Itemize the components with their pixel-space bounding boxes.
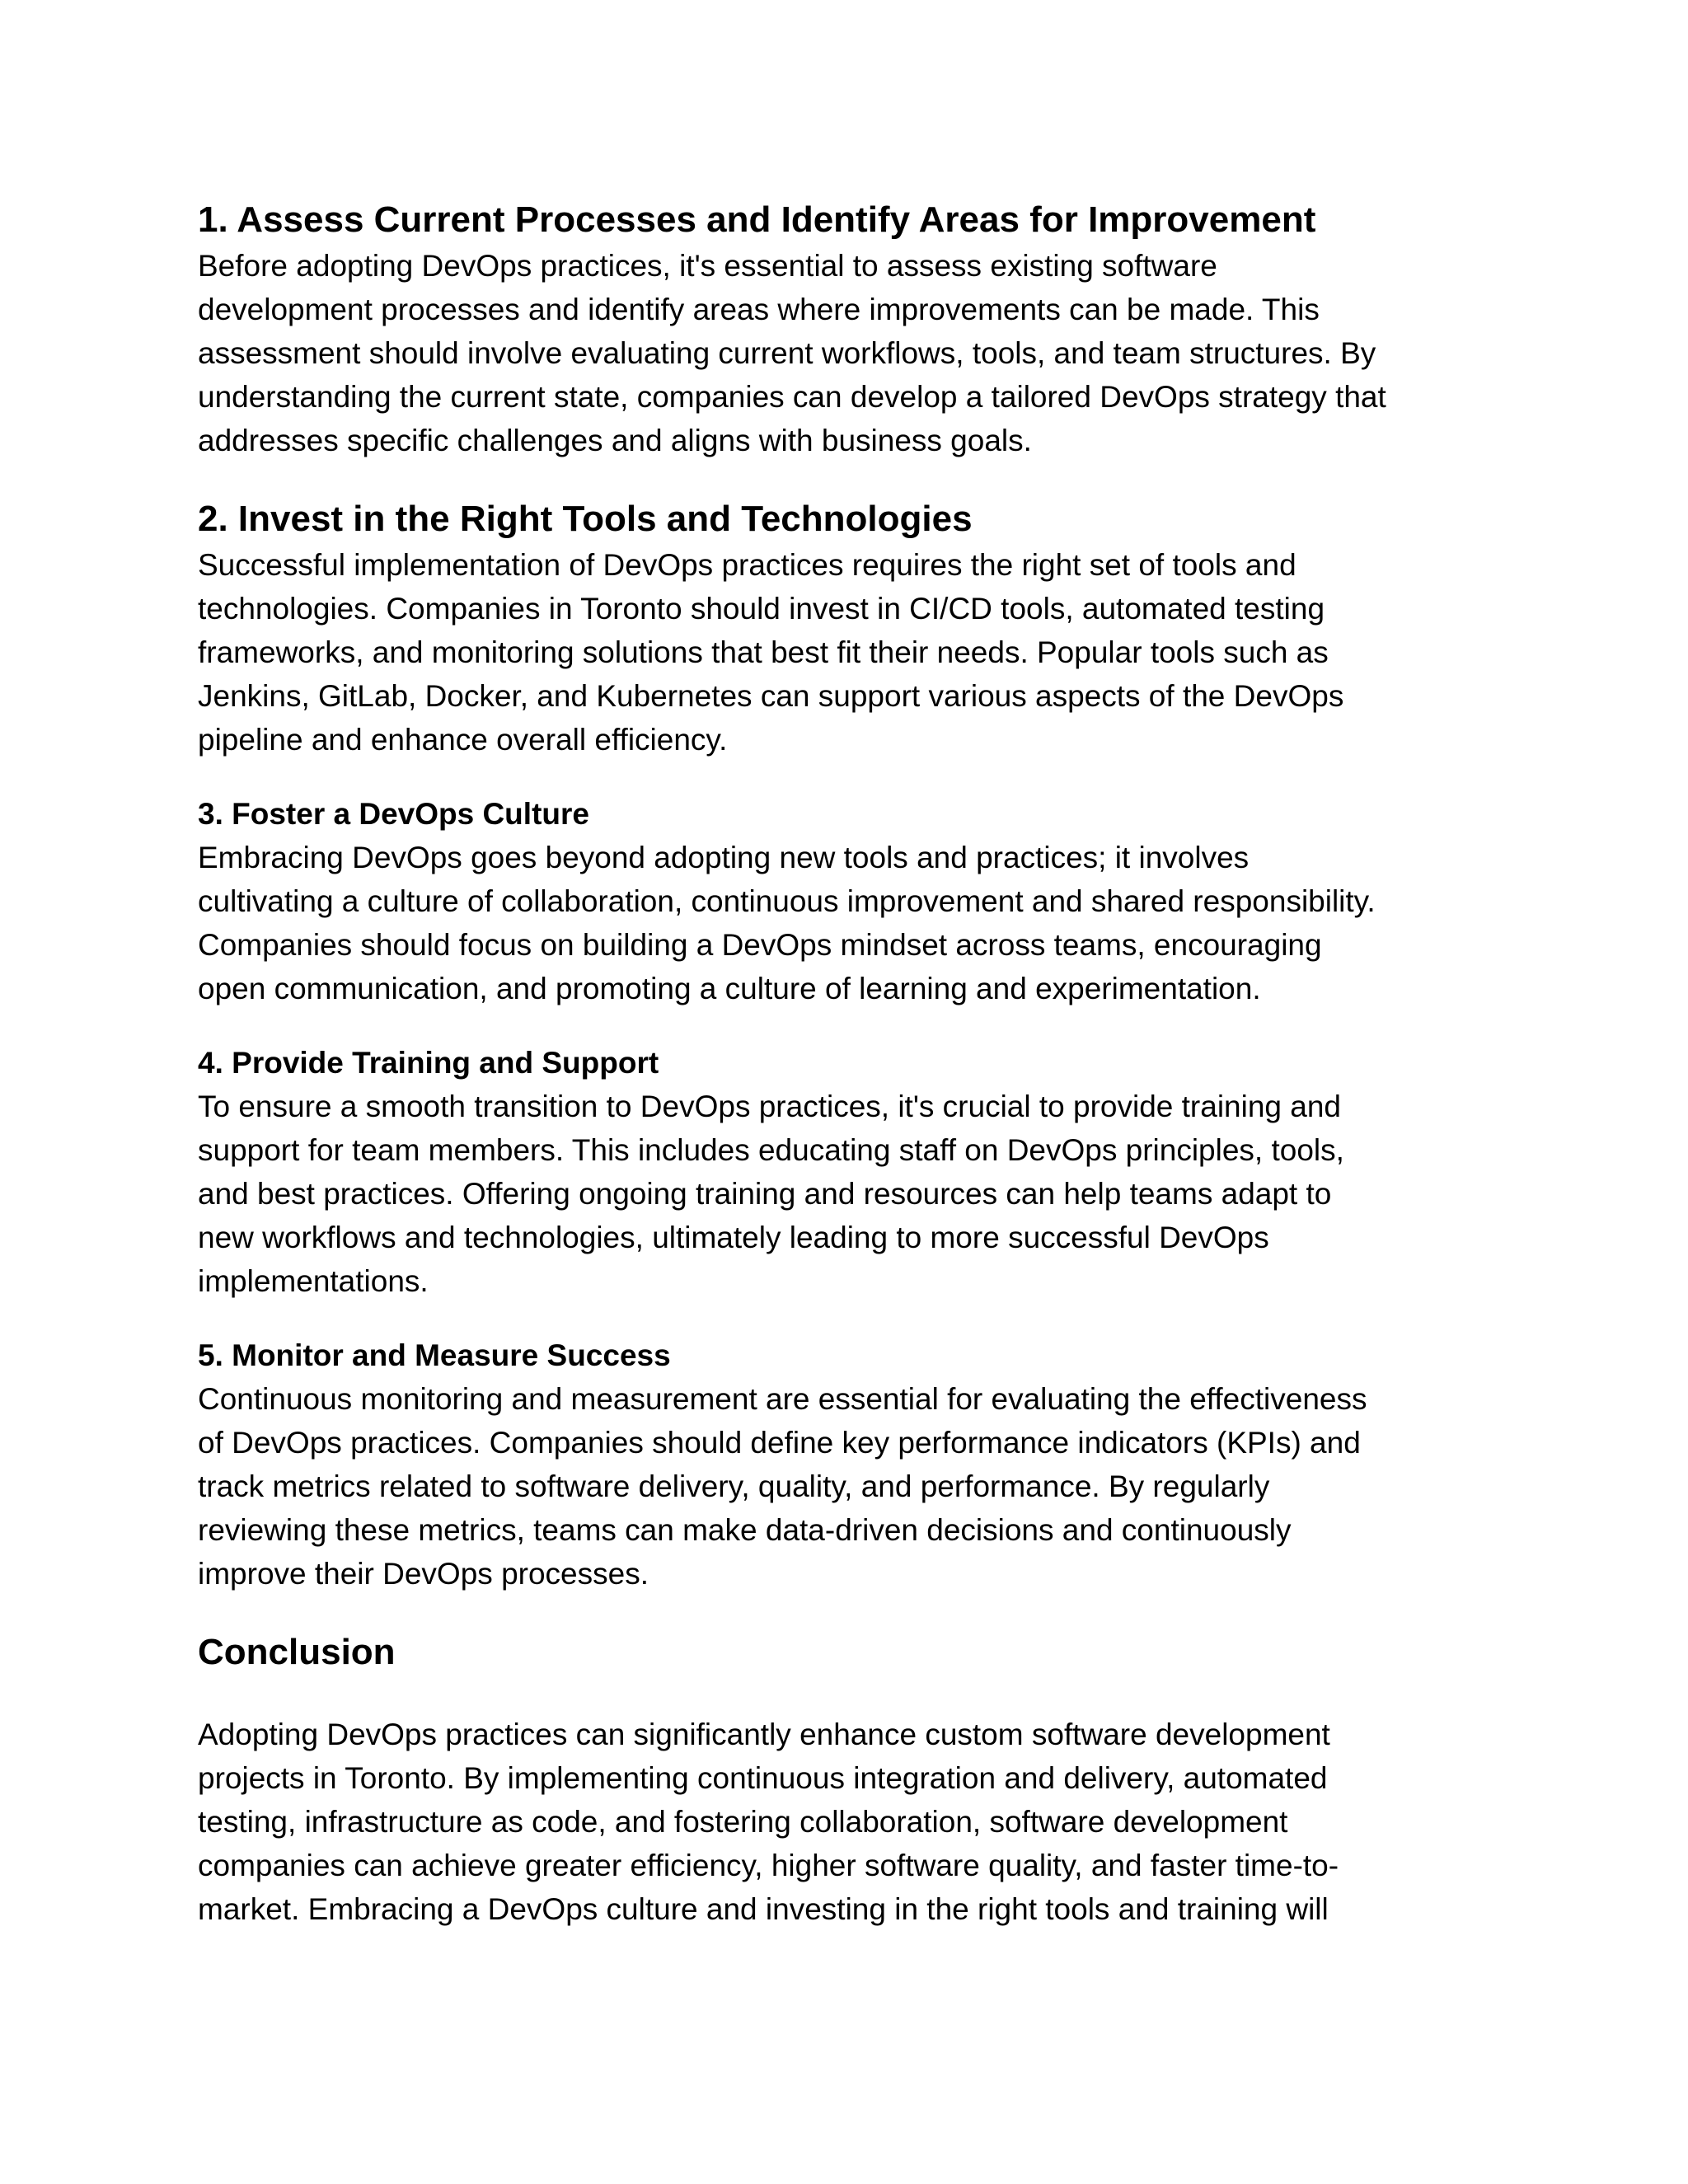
section-monitor-measure xyxy=(198,1334,1517,1596)
section-paragraph xyxy=(198,1377,1517,1596)
spacer xyxy=(198,1596,1517,1629)
section-assess-processes xyxy=(198,196,1517,462)
section-paragraph xyxy=(198,543,1517,762)
section-training-support xyxy=(198,1042,1517,1303)
paragraph-line: companies can achieve greater efficiency, higher software quality, and faster time-to- xyxy=(198,1849,1339,1882)
paragraph-line: cultivating a culture of collaboration, continuous improvement and shared responsibility. xyxy=(198,884,1376,918)
paragraph-line: assessment should involve evaluating current workflows, tools, and team structures. By xyxy=(198,336,1376,370)
paragraph-line: Continuous monitoring and measurement are essential for evaluating the effectiveness xyxy=(198,1382,1367,1416)
paragraph-line: of DevOps practices. Companies should define key performance indicators (KPIs) and xyxy=(198,1426,1361,1460)
spacer xyxy=(198,462,1517,495)
section-paragraph xyxy=(198,1085,1517,1303)
section-heading: 4. Provide Training and Support xyxy=(198,1046,659,1080)
spacer xyxy=(198,1010,1517,1042)
section-heading: 2. Invest in the Right Tools and Technologies xyxy=(198,499,973,539)
section-invest-tools xyxy=(198,495,1517,762)
paragraph-line: Embracing DevOps goes beyond adopting new tools and practices; it involves xyxy=(198,841,1250,874)
paragraph-line: Before adopting DevOps practices, it's essential to assess existing software xyxy=(198,249,1217,283)
paragraph-line: market. Embracing a DevOps culture and investing in the right tools and training will xyxy=(198,1892,1329,1926)
section-heading: 5. Monitor and Measure Success xyxy=(198,1338,671,1372)
paragraph-line: Adopting DevOps practices can significantly enhance custom software development xyxy=(198,1718,1330,1751)
paragraph-line: pipeline and enhance overall efficiency. xyxy=(198,723,728,757)
paragraph-line: Jenkins, GitLab, Docker, and Kubernetes can support various aspects of the DevOps xyxy=(198,679,1344,713)
conclusion-paragraph xyxy=(198,1713,1517,1931)
section-conclusion xyxy=(198,1629,1517,1931)
section-heading: 3. Foster a DevOps Culture xyxy=(198,797,589,831)
paragraph-line: To ensure a smooth transition to DevOps practices, it's crucial to provide training and xyxy=(198,1090,1342,1123)
paragraph-line: improve their DevOps processes. xyxy=(198,1557,649,1591)
paragraph-line: frameworks, and monitoring solutions that best fit their needs. Popular tools such as xyxy=(198,635,1329,669)
paragraph-line: and best practices. Offering ongoing training and resources can help teams adapt to xyxy=(198,1177,1332,1211)
paragraph-line: Successful implementation of DevOps practices requires the right set of tools and xyxy=(198,548,1296,582)
paragraph-line: understanding the current state, companies can develop a tailored DevOps strategy that xyxy=(198,380,1386,414)
paragraph-line: development processes and identify areas where improvements can be made. This xyxy=(198,293,1320,326)
paragraph-line: projects in Toronto. By implementing continuous integration and delivery, automated xyxy=(198,1761,1328,1795)
paragraph-line: track metrics related to software delivery, quality, and performance. By regularly xyxy=(198,1469,1270,1503)
spacer xyxy=(198,1676,1517,1713)
paragraph-line: implementations. xyxy=(198,1264,429,1298)
paragraph-line: testing, infrastructure as code, and fostering collaboration, software development xyxy=(198,1805,1288,1839)
paragraph-line: open communication, and promoting a culture of learning and experimentation. xyxy=(198,972,1261,1005)
conclusion-heading: Conclusion xyxy=(198,1632,396,1672)
section-foster-culture xyxy=(198,793,1517,1010)
paragraph-line: addresses specific challenges and aligns with business goals. xyxy=(198,424,1032,457)
section-heading: 1. Assess Current Processes and Identify Areas for Improvement xyxy=(198,199,1316,240)
paragraph-line: new workflows and technologies, ultimately leading to more successful DevOps xyxy=(198,1221,1269,1254)
section-paragraph xyxy=(198,244,1517,462)
paragraph-line: reviewing these metrics, teams can make data-driven decisions and continuously xyxy=(198,1513,1292,1547)
document-page xyxy=(198,196,1517,1931)
paragraph-line: Companies should focus on building a DevOps mindset across teams, encouraging xyxy=(198,928,1322,962)
paragraph-line: support for team members. This includes educating staff on DevOps principles, tools, xyxy=(198,1133,1344,1167)
section-paragraph xyxy=(198,836,1517,1010)
paragraph-line: technologies. Companies in Toronto should invest in CI/CD tools, automated testing xyxy=(198,592,1325,626)
spacer xyxy=(198,1303,1517,1334)
spacer xyxy=(198,762,1517,793)
